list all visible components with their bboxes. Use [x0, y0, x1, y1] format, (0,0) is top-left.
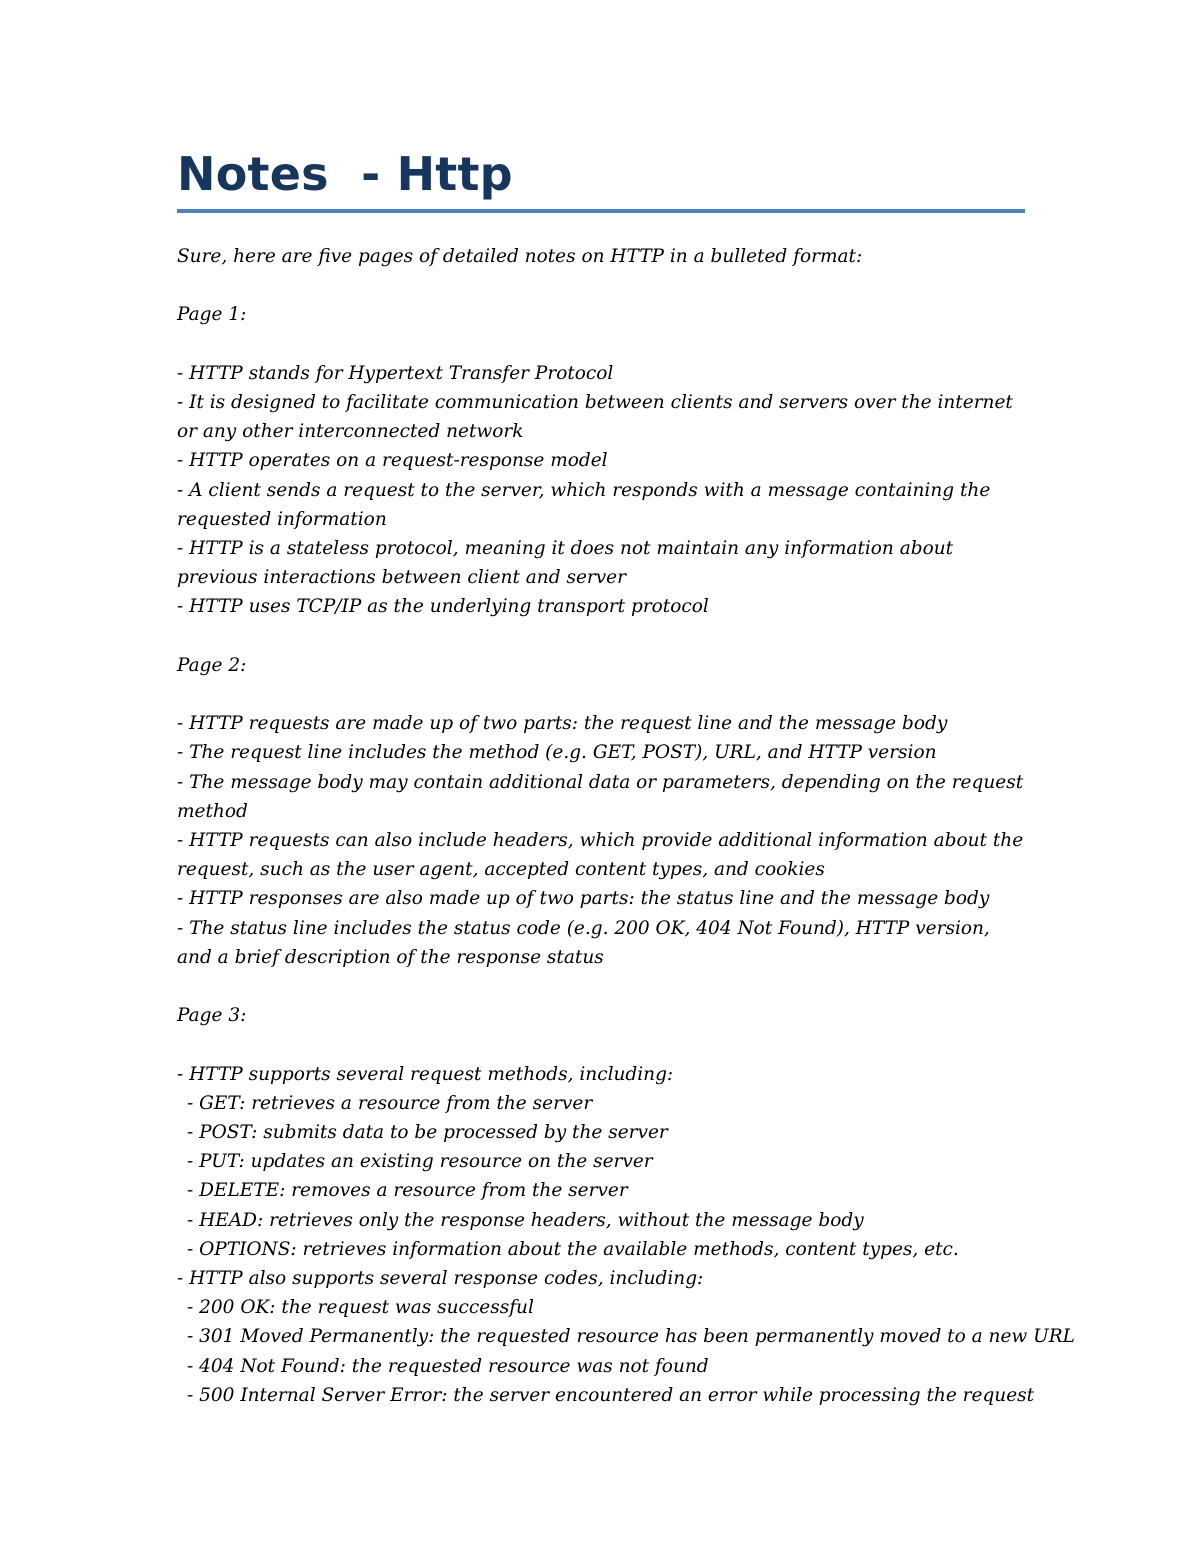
sub-bullet-line: - OPTIONS: retrieves information about the available methods, content types, etc.	[187, 1238, 959, 1260]
sub-bullet-line: - 404 Not Found: the requested resource was not found	[187, 1355, 709, 1377]
bullet-line: - HTTP stands for Hypertext Transfer Protocol	[177, 362, 614, 384]
blank-line	[177, 271, 1027, 300]
bullet-line: - HTTP also supports several response codes, including:	[177, 1268, 704, 1290]
sub-bullet-line: - GET: retrieves a resource from the server	[187, 1092, 593, 1114]
blank-line	[177, 330, 1027, 359]
bullet-line: - HTTP operates on a request-response model	[177, 450, 608, 472]
blank-line	[177, 972, 1027, 1001]
sub-bullet-line: - 200 OK: the request was successful	[187, 1297, 534, 1319]
bullet-line: - It is designed to facilitate communication between clients and servers over the internet or any other interconnected network	[177, 391, 1013, 443]
section-heading-page-3: Page 3:	[177, 1005, 247, 1027]
sub-bullet-line: - POST: submits data to be processed by the server	[187, 1122, 668, 1143]
sub-bullet-line: - 301 Moved Permanently: the requested resource has been permanently moved to a new URL	[187, 1326, 1075, 1348]
bullet-line: - HTTP uses TCP/IP as the underlying transport protocol	[177, 596, 709, 618]
section-heading-page-2: Page 2:	[177, 654, 247, 676]
sub-bullet-line: - DELETE: removes a resource from the server	[187, 1180, 628, 1202]
title-underline	[177, 209, 1025, 213]
document-title: Notes - Http	[177, 147, 513, 201]
intro-paragraph: Sure, here are five pages of detailed notes on HTTP in a bulleted format:	[177, 246, 863, 267]
document-content	[177, 140, 1075, 1410]
sub-bullet-line: - HEAD: retrieves only the response headers, without the message body	[187, 1209, 864, 1231]
document-body	[177, 242, 1075, 1410]
blank-line	[177, 1030, 1027, 1059]
bullet-line: - A client sends a request to the server, which responds with a message containing the requested information	[177, 479, 991, 530]
blank-line	[177, 622, 1027, 651]
bullet-line: - HTTP supports several request methods, including:	[177, 1063, 674, 1085]
sub-bullet-line: - PUT: updates an existing resource on the server	[187, 1151, 653, 1173]
sub-bullet-line: - 500 Internal Server Error: the server encountered an error while processing the request	[187, 1384, 1035, 1406]
bullet-line: - HTTP is a stateless protocol, meaning it does not maintain any information about previous interactions between client and server	[177, 538, 954, 589]
bullet-line: - The status line includes the status code (e.g. 200 OK, 404 Not Found), HTTP version, and a brief description of the response status	[177, 917, 990, 968]
bullet-line: - HTTP requests are made up of two parts: the request line and the message body	[177, 713, 948, 735]
bullet-line: - The message body may contain additional data or parameters, depending on the request method	[177, 771, 1024, 822]
blank-line	[177, 680, 1027, 709]
bullet-line: - HTTP requests can also include headers, which provide additional information about the request, such as the user agent, accepted content types, and cookies	[177, 830, 1024, 881]
section-heading-page-1: Page 1:	[177, 304, 247, 326]
bullet-line: - The request line includes the method (e.g. GET, POST), URL, and HTTP version	[177, 742, 937, 764]
bullet-line: - HTTP responses are also made up of two parts: the status line and the message body	[177, 888, 990, 910]
